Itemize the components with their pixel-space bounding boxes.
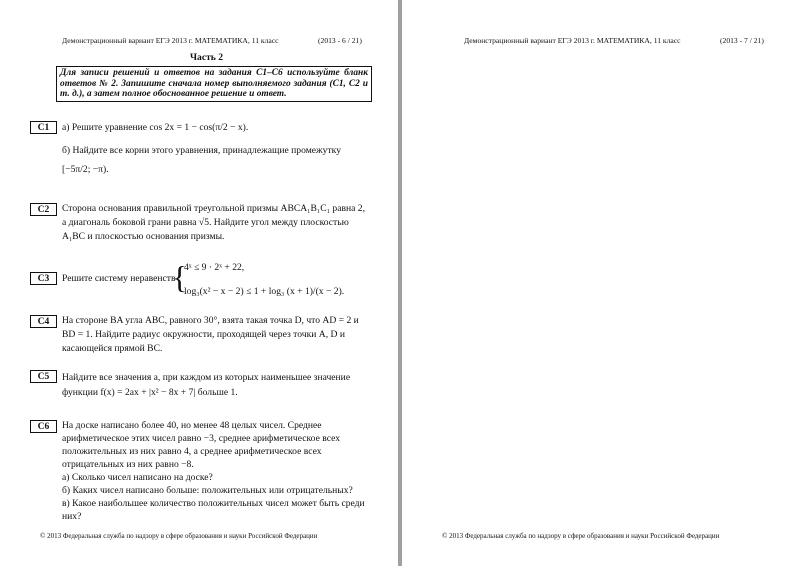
page-header: Демонстрационный вариант ЕГЭ 2013 г. МАТЕМАТИКА, 11 класс [62,36,279,45]
task-label-c2: C2 [30,203,57,216]
page-footer: © 2013 Федеральная служба по надзору в сфере образования и науки Российской Федерации [442,532,720,540]
task-c5-line: Найдите все значения a, при каждом из которых наименьшее значение [62,372,351,383]
task-c6-line: На доске написано более 40, но менее 48 целых чисел. Среднее [62,420,322,431]
task-label-c3: C3 [30,272,57,285]
task-c1-line: [−5π/2; −π). [62,164,109,175]
task-c6-line: положительных из них равно 4, а среднее арифметическое всех [62,446,322,457]
task-label-c6: C6 [30,420,57,433]
task-c6-line: них? [62,511,82,522]
page-number: (2013 - 6 / 21) [318,36,362,45]
page-right [402,0,800,566]
task-c1-line: а) Решите уравнение cos 2x = 1 − cos(π/2 − x). [62,122,249,133]
task-c6-line: арифметическое этих чисел равно −3, среднее арифметическое всех [62,433,341,444]
page-footer: © 2013 Федеральная служба по надзору в сфере образования и науки Российской Федерации [40,532,318,540]
task-label-c5: C5 [30,370,57,383]
instruction-box: Для записи решений и ответов на задания С1–С6 используйте бланк ответов № 2. Запишите сначала номер выполняемого задания (С1, С2 и т. д.), а затем полное обоснованное решение и ответ. [56,66,372,102]
task-c3-line: 4ˣ ≤ 9 · 2ˣ + 22, [184,262,245,273]
page-header: Демонстрационный вариант ЕГЭ 2013 г. МАТЕМАТИКА, 11 класс [464,36,681,45]
task-c3-line: Решите систему неравенств [62,273,176,284]
system-brace: { [172,259,188,295]
task-c5-line: функции f(x) = 2ax + |x² − 8x + 7| больше 1. [62,387,238,398]
task-c6-line: а) Сколько чисел написано на доске? [62,472,213,483]
task-c6-line: б) Каких чисел написано больше: положительных или отрицательных? [62,485,353,496]
task-c3-line: log₃(x² − x − 2) ≤ 1 + log₃ (x + 1)/(x − 2). [184,286,345,297]
task-label-c1: C1 [30,121,57,134]
task-c6-line: в) Какое наибольшее количество положительных чисел может быть среди [62,498,365,509]
task-c4-line: касающейся прямой BC. [62,343,163,354]
page-left [0,0,398,566]
task-c6-line: отрицательных из них равно −8. [62,459,194,470]
task-c2-line: а диагональ боковой грани равна √5. Найдите угол между плоскостью [62,217,349,228]
task-c1-line: б) Найдите все корни этого уравнения, принадлежащие промежутку [62,145,341,156]
page-number: (2013 - 7 / 21) [720,36,764,45]
task-c4-line: BD = 1. Найдите радиус окружности, проходящей через точки A, D и [62,329,345,340]
part-title: Часть 2 [190,52,224,63]
task-c4-line: На стороне BA угла ABC, равного 30°, взята такая точка D, что AD = 2 и [62,315,359,326]
task-c2-line: Сторона основания правильной треугольной призмы ABCA₁B₁C₁ равна 2, [62,203,365,214]
task-c2-line: A₁BC и плоскостью основания призмы. [62,231,225,242]
task-label-c4: C4 [30,315,57,328]
